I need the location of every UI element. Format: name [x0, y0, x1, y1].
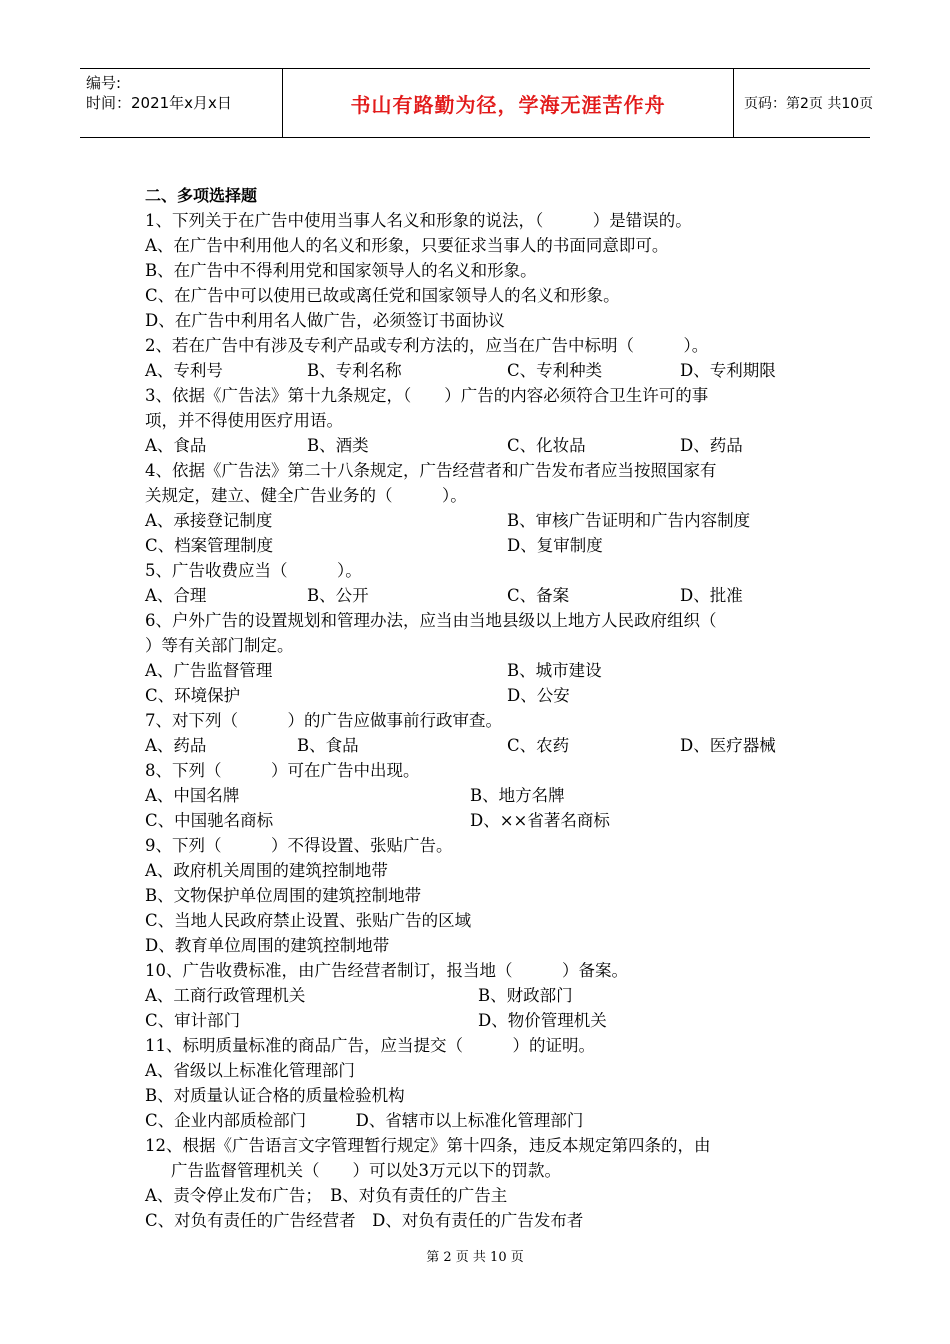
text-line: 2、若在广告中有涉及专利产品或专利方法的，应当在广告中标明（ ）。 — [145, 336, 709, 355]
option-item: D、批准 — [680, 586, 743, 605]
text-line: 9、下列（ ）不得设置、张贴广告。 — [145, 836, 453, 855]
option-row — [145, 983, 815, 1008]
text-line: C、当地人民政府禁止设置、张贴广告的区域 — [145, 911, 472, 930]
question-content — [145, 183, 815, 1233]
page-info-text: 页码：第2页 共10页 — [744, 96, 874, 112]
option-item: A、广告监督管理 — [145, 661, 273, 680]
text-line: C、企业内部质检部门 D、省辖市以上标准化管理部门 — [145, 1111, 584, 1130]
text-line: B、对质量认证合格的质量检验机构 — [145, 1086, 405, 1105]
option-item: B、专利名称 — [307, 361, 402, 380]
option-row — [145, 508, 815, 533]
option-row — [145, 1008, 815, 1033]
option-item: D、药品 — [680, 436, 743, 455]
option-row — [145, 658, 815, 683]
text-line: C、对负有责任的广告经营者 D、对负有责任的广告发布者 — [145, 1211, 584, 1230]
option-item: A、合理 — [145, 586, 207, 605]
text-line: ）等有关部门制定。 — [145, 636, 294, 655]
option-row — [145, 683, 815, 708]
option-item: B、地方名牌 — [470, 786, 565, 805]
document-number-label: 编号: — [86, 74, 122, 92]
option-item: C、中国驰名商标 — [145, 811, 274, 830]
option-item: B、城市建设 — [507, 661, 602, 680]
option-row — [145, 533, 815, 558]
text-line: 1、下列关于在广告中使用当事人名义和形象的说法，（ ）是错误的。 — [145, 211, 692, 230]
option-item: C、备案 — [507, 586, 570, 605]
option-item: A、食品 — [145, 436, 207, 455]
option-item: D、复审制度 — [507, 536, 603, 555]
text-line: D、教育单位周围的建筑控制地带 — [145, 936, 390, 955]
page-footer: 第 2 页 共 10 页 — [426, 1250, 524, 1265]
text-line: A、责令停止发布广告； B、对负有责任的广告主 — [145, 1186, 508, 1205]
option-item: D、物价管理机关 — [478, 1011, 607, 1030]
text-line: 10、广告收费标准，由广告经营者制订，报当地（ ）备案。 — [145, 961, 628, 980]
text-line: A、政府机关周围的建筑控制地带 — [145, 861, 388, 880]
text-line: 5、广告收费应当（ ）。 — [145, 561, 362, 580]
option-row — [145, 433, 815, 458]
page-header — [80, 68, 874, 138]
option-item: C、档案管理制度 — [145, 536, 274, 555]
text-line: 4、依据《广告法》第二十八条规定，广告经营者和广告发布者应当按照国家有 — [145, 461, 717, 480]
option-row — [145, 733, 815, 758]
option-item: C、农药 — [507, 736, 570, 755]
text-line: 3、依据《广告法》第十九条规定，（ ）广告的内容必须符合卫生许可的事 — [145, 386, 709, 405]
option-item: C、审计部门 — [145, 1011, 241, 1030]
option-item: A、工商行政管理机关 — [145, 986, 306, 1005]
option-item: D、××省著名商标 — [470, 811, 610, 830]
text-line: B、文物保护单位周围的建筑控制地带 — [145, 886, 422, 905]
option-item: A、中国名牌 — [145, 786, 240, 805]
option-item: B、财政部门 — [478, 986, 573, 1005]
option-item: B、审核广告证明和广告内容制度 — [507, 511, 751, 530]
header-meta — [80, 69, 282, 137]
option-item: D、医疗器械 — [680, 736, 776, 755]
option-item: B、公开 — [307, 586, 369, 605]
option-item: C、环境保护 — [145, 686, 241, 705]
option-item: C、专利种类 — [507, 361, 603, 380]
header-motto-cell — [282, 69, 734, 137]
text-line: 8、下列（ ）可在广告中出现。 — [145, 761, 420, 780]
option-row — [145, 358, 815, 383]
text-line: 广告监督管理机关（ ）可以处3万元以下的罚款。 — [171, 1161, 561, 1180]
option-item: B、酒类 — [307, 436, 369, 455]
text-line: A、在广告中利用他人的名义和形象，只要征求当事人的书面同意即可。 — [145, 236, 669, 255]
option-item: A、药品 — [145, 736, 207, 755]
text-line: D、在广告中利用名人做广告，必须签订书面协议 — [145, 311, 505, 330]
text-line: 11、标明质量标准的商品广告，应当提交（ ）的证明。 — [145, 1036, 595, 1055]
option-item: D、专利期限 — [680, 361, 776, 380]
text-line: 7、对下列（ ）的广告应做事前行政审查。 — [145, 711, 502, 730]
option-item: C、化妆品 — [507, 436, 586, 455]
document-date: 时间：2021年x月x日 — [86, 94, 232, 112]
option-row — [145, 583, 815, 608]
option-item: A、承接登记制度 — [145, 511, 273, 530]
option-item: A、专利号 — [145, 361, 223, 380]
text-line: 关规定，建立、健全广告业务的（ ）。 — [145, 486, 467, 505]
text-line: 12、根据《广告语言文字管理暂行规定》第十四条，违反本规定第四条的，由 — [145, 1136, 711, 1155]
text-line: 6、户外广告的设置规划和管理办法，应当由当地县级以上地方人民政府组织（ — [145, 611, 717, 630]
text-line: B、在广告中不得利用党和国家领导人的名义和形象。 — [145, 261, 537, 280]
option-item: B、食品 — [297, 736, 359, 755]
text-line: C、在广告中可以使用已故或离任党和国家领导人的名义和形象。 — [145, 286, 620, 305]
option-row — [145, 808, 815, 833]
motto-text: 书山有路勤为径，学海无涯苦作舟 — [350, 92, 666, 117]
header-page-info — [732, 69, 874, 137]
option-row — [145, 783, 815, 808]
option-item: D、公安 — [507, 686, 570, 705]
text-line: A、省级以上标准化管理部门 — [145, 1061, 355, 1080]
section-title: 二、多项选择题 — [145, 186, 258, 205]
text-line: 项，并不得使用医疗用语。 — [145, 411, 343, 430]
